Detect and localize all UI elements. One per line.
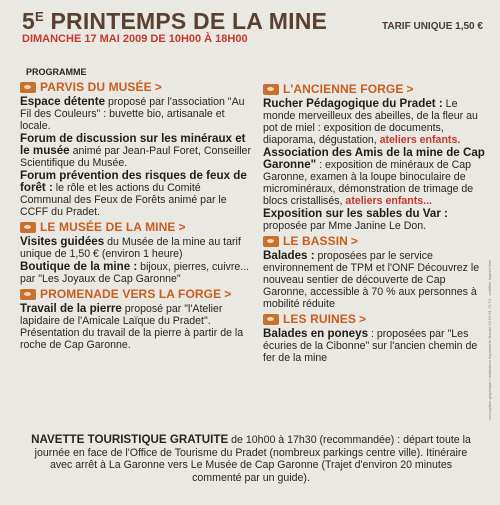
- event-date: DIMANCHE 17 MAI 2009 DE 10H00 À 18H00: [22, 33, 248, 45]
- entry-title: Boutique de la mine :: [20, 260, 138, 273]
- printer-credit: conception graphique / réalisation Imprimerie Maurel 04 94 91 74 74 · certifiée Imprim'Vert: [487, 260, 492, 420]
- entry-title: Balades en poneys: [263, 327, 369, 340]
- entry-text: Le monde merveilleux des abeilles, de la fleur au pot de miel : exposition de documents, diaporama, dégustation,: [263, 98, 478, 146]
- arrow-icon: [20, 222, 36, 233]
- entry-title: Forum prévention des risques de feux de forêt :: [20, 169, 247, 194]
- entry-title: Visites guidées: [20, 235, 105, 248]
- title-superscript: E: [35, 9, 44, 24]
- chevron-right-icon: >: [178, 220, 186, 234]
- entry-text: : proposées par "Les écuries de la Cibonne" sur l'ancien chemin de fer de la mine: [263, 328, 478, 364]
- entry-boutique: [20, 261, 254, 285]
- entry-forum-discussion: [20, 133, 254, 169]
- programme-label: PROGRAMME: [26, 67, 87, 77]
- section-label: PARVIS DU MUSÉE: [40, 80, 152, 94]
- entry-text: le rôle et les actions du Comité Communal des Feux de Forêts animé par le CCFF du Pradet.: [20, 182, 227, 218]
- section-parvis: [20, 80, 254, 94]
- section-label: LE BASSIN: [283, 234, 348, 248]
- section-label: LES RUINES: [283, 312, 357, 326]
- title-number: 5: [22, 8, 35, 34]
- chevron-right-icon: >: [359, 312, 367, 326]
- section-label: LE MUSÉE DE LA MINE: [40, 220, 176, 234]
- right-column: [263, 80, 488, 365]
- section-label: L'ANCIENNE FORGE: [283, 82, 404, 96]
- arrow-icon: [20, 289, 36, 300]
- arrow-icon: [263, 236, 279, 247]
- entry-title: Exposition sur les sables du Var :: [263, 207, 448, 220]
- entry-title: Rucher Pédagogique du Pradet :: [263, 97, 443, 110]
- navette-title: NAVETTE TOURISTIQUE GRATUITE: [31, 433, 229, 446]
- navette-info: [26, 434, 476, 484]
- entry-text: proposé par l'association "Au Fil des Couleurs" : buvette bio, artisanale et locale.: [20, 96, 245, 132]
- section-ruines: [263, 312, 488, 326]
- entry-text: du Musée de la mine au tarif unique de 1,50 € (environ 1 heure): [20, 236, 241, 260]
- left-column: [20, 67, 254, 352]
- entry-highlight: ateliers enfants...: [345, 195, 432, 207]
- page-title: [22, 8, 327, 35]
- entry-text: proposé par "l'Atelier lapidaire de l'Amicale Laïque du Pradet". Présentation du travail de la pierre à partir de la roche de Cap Garonne.: [20, 303, 244, 351]
- entry-text: proposée par Mme Janine Le Don.: [263, 220, 427, 232]
- arrow-icon: [263, 84, 279, 95]
- arrow-icon: [20, 82, 36, 93]
- chevron-right-icon: >: [406, 82, 414, 96]
- entry-title: Association des Amis de la mine de Cap Garonne": [263, 146, 485, 171]
- section-bassin: [263, 234, 488, 248]
- entry-balades: [263, 250, 488, 310]
- chevron-right-icon: >: [154, 80, 162, 94]
- entry-rucher: [263, 98, 488, 146]
- entry-amis-mine: [263, 147, 488, 207]
- entry-title: Forum de discussion sur les minéraux et le musée: [20, 132, 246, 157]
- entry-title: Travail de la pierre: [20, 302, 122, 315]
- section-label: PROMENADE VERS LA FORGE: [40, 287, 222, 301]
- entry-exposition-sables: [263, 208, 488, 232]
- title-text: PRINTEMPS DE LA MINE: [43, 8, 328, 34]
- chevron-right-icon: >: [350, 234, 358, 248]
- entry-forum-prevention: [20, 170, 254, 218]
- entry-visites: [20, 236, 254, 260]
- section-forge: [263, 82, 488, 96]
- entry-text: bijoux, pierres, cuivre... par "Les Joyaux de Cap Garonne": [20, 261, 250, 285]
- arrow-icon: [263, 314, 279, 325]
- entry-title: Balades :: [263, 249, 315, 262]
- entry-text: : exposition de minéraux de Cap Garonne, examen à la loupe binoculaire de microminéraux, démonstration de trimage de blocs cristallisés,: [263, 159, 474, 207]
- entry-text: animé par Jean-Paul Foret, Conseiller Scientifique du Musée.: [20, 145, 251, 169]
- entry-text: proposées par le service environnement de TPM et l'ONF Découvrez le nouveau sentier de découverte de Cap Garonne, accessible à 70 % aux personnes à mobilité réduite: [263, 250, 480, 310]
- tarif-label: TARIF UNIQUE 1,50 €: [382, 21, 483, 32]
- entry-poneys: [263, 328, 488, 364]
- entry-title: Espace détente: [20, 95, 106, 108]
- entry-espace-detente: [20, 96, 254, 132]
- entry-travail-pierre: [20, 303, 254, 351]
- section-musee: [20, 220, 254, 234]
- navette-text: de 10h00 à 17h30 (recommandée) : départ toute la journée en face de l'Office de Tourisme du Pradet (nombreux parkings centre ville). Itinéraire avec arrêt à La Garonne vers Le Musée de Cap Garonne (Trajet d'environ 20 minutes commenté par un guide).: [34, 434, 471, 484]
- chevron-right-icon: >: [224, 287, 232, 301]
- section-promenade: [20, 287, 254, 301]
- entry-highlight: ateliers enfants.: [379, 134, 461, 146]
